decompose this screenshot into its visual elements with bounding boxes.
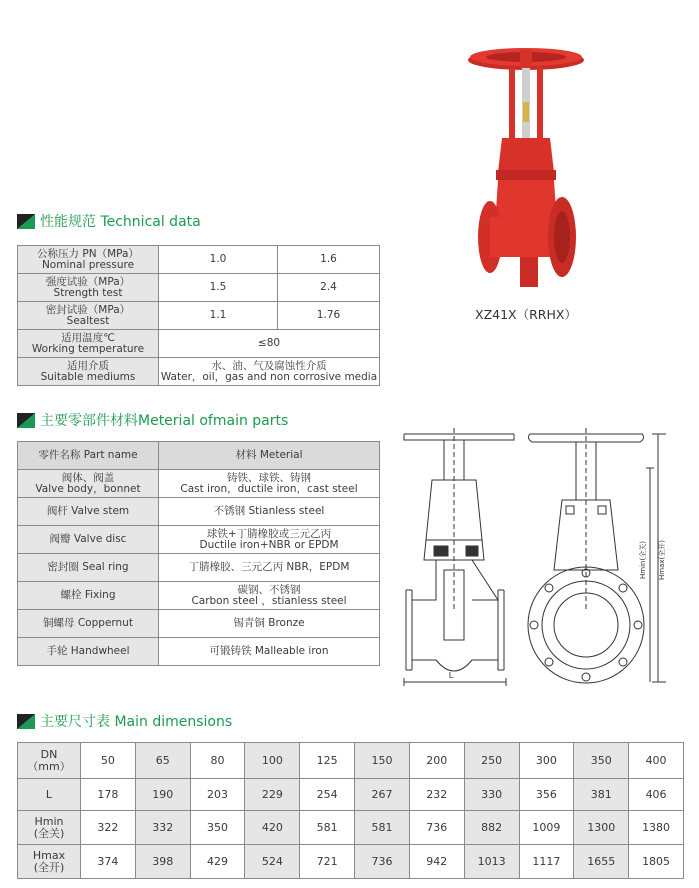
table-row — [18, 779, 684, 811]
table-row — [18, 610, 380, 638]
material-cell: 可锻铸铁 Malleable iron — [159, 638, 380, 666]
part-cell: 手轮 Handwheel — [18, 638, 159, 666]
row-label: DN （mm） — [18, 743, 81, 779]
table-cell: 581 — [300, 811, 355, 845]
table-cell: 356 — [519, 779, 574, 811]
table-row — [18, 498, 380, 526]
table-cell: 942 — [409, 845, 464, 879]
materials-table — [17, 441, 380, 666]
column-header-material: 材料 Meterial — [159, 442, 380, 470]
technical-data-heading — [17, 211, 201, 231]
row-label: 密封试验（MPa） Sealtest — [18, 302, 159, 330]
dim-hmax-label: Hmax(全开) — [658, 540, 666, 580]
part-cell: 密封圈 Seal ring — [18, 554, 159, 582]
side-view — [528, 428, 666, 683]
table-cell: 736 — [409, 811, 464, 845]
table-cell: 398 — [135, 845, 190, 879]
table-row — [18, 274, 380, 302]
table-cell: 350 — [574, 743, 629, 779]
material-cell: 碳钢、不锈钢 Carbon steel ，stianless steel — [159, 582, 380, 610]
dimensions-title: 主要尺寸表 Main dimensions — [40, 714, 233, 730]
part-cell: 阀杆 Valve stem — [18, 498, 159, 526]
dim-l-label: L — [448, 671, 454, 680]
row-label: Hmax (全开) — [18, 845, 81, 879]
section-marker-icon — [17, 214, 35, 229]
technical-data-table — [17, 245, 380, 386]
table-cell: 524 — [245, 845, 300, 879]
table-cell: 322 — [81, 811, 136, 845]
table-cell: 1.5 — [159, 274, 278, 302]
table-cell: 406 — [629, 779, 684, 811]
table-cell: 229 — [245, 779, 300, 811]
materials-heading — [17, 410, 288, 430]
handwheel-icon — [468, 48, 584, 70]
table-row — [18, 358, 380, 386]
dim-hmin-label: Hmin(全关) — [639, 541, 647, 579]
row-label: 公称压力 PN（MPa） Nominal pressure — [18, 246, 159, 274]
material-cell: 丁腈橡胶、三元乙丙 NBR，EPDM — [159, 554, 380, 582]
material-cell: 锡青铜 Bronze — [159, 610, 380, 638]
table-cell: 1805 — [629, 845, 684, 879]
table-cell: 381 — [574, 779, 629, 811]
material-cell: 不锈钢 Stianless steel — [159, 498, 380, 526]
product-model-label: XZ41X（RRHX） — [475, 307, 577, 322]
table-row — [18, 246, 380, 274]
table-row — [18, 811, 684, 845]
technical-data-title: 性能规范 Technical data — [40, 214, 201, 230]
table-row — [18, 845, 684, 879]
material-cell: 铸铁、球铁、铸钢 Cast iron，ductile iron，cast steel — [159, 470, 380, 498]
table-row — [18, 526, 380, 554]
table-cell: 581 — [355, 811, 410, 845]
table-cell: 203 — [190, 779, 245, 811]
table-cell: 150 — [355, 743, 410, 779]
table-row — [18, 554, 380, 582]
row-label: 强度试验（MPa） Strength test — [18, 274, 159, 302]
table-cell: 267 — [355, 779, 410, 811]
row-label: Hmin (全关) — [18, 811, 81, 845]
table-cell: 1300 — [574, 811, 629, 845]
table-cell: 332 — [135, 811, 190, 845]
table-cell: 721 — [300, 845, 355, 879]
table-cell: 232 — [409, 779, 464, 811]
material-cell: 球铁+丁腈橡胶或三元乙丙 Ductile iron+NBR or EPDM — [159, 526, 380, 554]
table-cell: 429 — [190, 845, 245, 879]
table-cell: 80 — [190, 743, 245, 779]
section-marker-icon — [17, 714, 35, 729]
table-cell: 250 — [464, 743, 519, 779]
table-cell: 1009 — [519, 811, 574, 845]
table-cell: 50 — [81, 743, 136, 779]
table-cell: 1.6 — [278, 246, 380, 274]
table-header-row — [18, 442, 380, 470]
table-cell: 200 — [409, 743, 464, 779]
table-cell: 1.0 — [159, 246, 278, 274]
table-cell: 1.76 — [278, 302, 380, 330]
section-marker-icon — [17, 413, 35, 428]
materials-title: 主要零部件材料Meterial ofmain parts — [40, 413, 289, 429]
part-cell: 阀瓣 Valve disc — [18, 526, 159, 554]
table-cell: 420 — [245, 811, 300, 845]
table-cell: 1117 — [519, 845, 574, 879]
table-cell: 736 — [355, 845, 410, 879]
valve-technical-drawing — [396, 420, 672, 690]
dimensions-table — [17, 742, 684, 879]
table-cell: 374 — [81, 845, 136, 879]
table-cell: 330 — [464, 779, 519, 811]
table-row — [18, 638, 380, 666]
table-row — [18, 302, 380, 330]
column-header-part: 零件名称 Part name — [18, 442, 159, 470]
section-view — [404, 428, 514, 686]
table-row — [18, 582, 380, 610]
table-cell: 1380 — [629, 811, 684, 845]
row-label: L — [18, 779, 81, 811]
table-cell: 125 — [300, 743, 355, 779]
table-cell: ≤80 — [159, 330, 380, 358]
table-row — [18, 743, 684, 779]
part-cell: 阀体、阀盖 Valve body，bonnet — [18, 470, 159, 498]
table-cell: 400 — [629, 743, 684, 779]
table-cell: 254 — [300, 779, 355, 811]
table-cell: 2.4 — [278, 274, 380, 302]
row-label: 适用介质 Suitable mediums — [18, 358, 159, 386]
table-cell: 65 — [135, 743, 190, 779]
table-cell: 1013 — [464, 845, 519, 879]
table-row — [18, 330, 380, 358]
row-label: 适用温度℃ Working temperature — [18, 330, 159, 358]
dimensions-heading — [17, 711, 232, 731]
table-cell: 350 — [190, 811, 245, 845]
table-cell: 1.1 — [159, 302, 278, 330]
table-row — [18, 470, 380, 498]
table-cell: 178 — [81, 779, 136, 811]
table-cell: 882 — [464, 811, 519, 845]
table-cell: 300 — [519, 743, 574, 779]
table-cell: 190 — [135, 779, 190, 811]
valve-product-photo — [462, 42, 590, 302]
table-cell: 水、油、气及腐蚀性介质 Water，oil，gas and non corrosive media — [159, 358, 380, 386]
part-cell: 螺栓 Fixing — [18, 582, 159, 610]
table-cell: 100 — [245, 743, 300, 779]
part-cell: 铜螺母 Coppernut — [18, 610, 159, 638]
table-cell: 1655 — [574, 845, 629, 879]
